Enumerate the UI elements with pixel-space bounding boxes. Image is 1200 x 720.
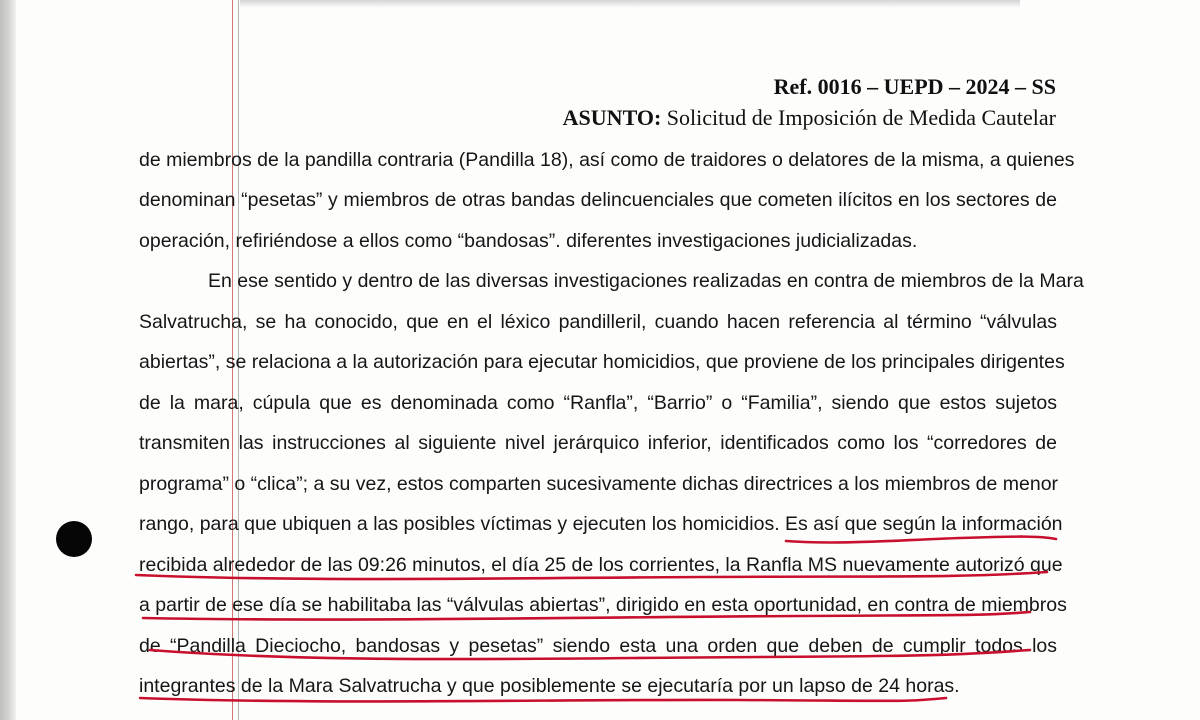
document-reference: Ref. 0016 – UEPD – 2024 – SS xyxy=(773,74,1056,99)
body-line-12: a partir de ese día se habilitaba las “válvulas abiertas”, dirigido en esta oportunidad, en contra de miembros xyxy=(139,594,1067,616)
subject-text: Solicitud de Imposición de Medida Cautelar xyxy=(661,105,1056,130)
body-line-9: programa” o “clica”; a su vez, estos comparten sucesivamente dichas directrices a los miembros de menor xyxy=(139,473,1059,495)
body-line-11: recibida alrededor de las 09:26 minutos, el día 25 de los corrientes, la Ranfla MS nuevamente autorizó que xyxy=(139,554,1063,576)
body-line-10: rango, para que ubiquen a las posibles víctimas y ejecuten los homicidios. Es así que según la información xyxy=(139,513,1063,535)
document-subject xyxy=(563,105,1056,131)
body-line-6: abiertas”, se relaciona a la autorización para ejecutar homicidios, que proviene de los principales dirigentes xyxy=(139,351,1065,373)
underline-stroke-1 xyxy=(786,537,1056,543)
body-line-8: transmiten las instrucciones al siguiente nivel jerárquico inferior, identificados como los “corredores de xyxy=(139,432,1057,454)
body-line-2: denominan “pesetas” y miembros de otras bandas delincuenciales que cometen ilícitos en los sectores de xyxy=(139,189,1057,211)
subject-label: ASUNTO: xyxy=(562,105,662,130)
punch-hole-mark xyxy=(56,521,92,557)
body-line-1: de miembros de la pandilla contraria (Pandilla 18), así como de traidores o delatores de la misma, a quienes xyxy=(139,149,1075,171)
body-line-14: integrantes de la Mara Salvatrucha y que posiblemente se ejecutaría por un lapso de 24 horas. xyxy=(139,675,960,697)
body-line-13: de “Pandilla Dieciocho, bandosas y pesetas” siendo esta una orden que deben de cumplir todos los xyxy=(139,635,1057,657)
page-left-edge-shadow xyxy=(0,0,16,720)
body-line-7: de la mara, cúpula que es denominada como “Ranfla”, “Barrio” o “Familia”, siendo que estos sujetos xyxy=(139,392,1057,414)
body-line-4: En ese sentido y dentro de las diversas investigaciones realizadas en contra de miembros de la Mara xyxy=(208,270,1084,292)
body-line-5: Salvatrucha, se ha conocido, que en el léxico pandilleril, cuando hacen referencia al término “válvulas xyxy=(139,311,1057,333)
body-line-3: operación, refiriéndose a ellos como “bandosas”. diferentes investigaciones judicializadas. xyxy=(139,230,918,252)
cropped-previous-line xyxy=(240,0,1020,8)
